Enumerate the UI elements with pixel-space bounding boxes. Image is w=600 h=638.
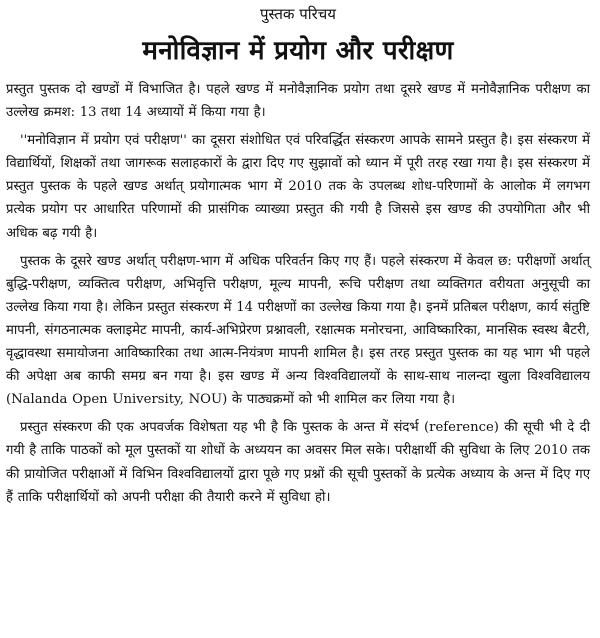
section-label: पुस्तक परिचय [260, 5, 336, 23]
page-title: मनोविज्ञान में प्रयोग और परीक्षण [142, 36, 454, 66]
paragraph-3: पुस्तक के दूसरे खण्ड अर्थात् परीक्षण-भाग में अधिक परिवर्तन किए गए हैं। पहले संस्करण में केवल छ: परीक्षणों अर्थात् बुद्धि-परीक्षण, व्यक्तित्व परीक्षण, अभिवृत्ति परीक्षण, मूल्य मापनी, रूचि परीक्षण तथा व्यक्तिगत वरीयता अनुसूची का उल्लेख किया गया है। लेकिन प्रस्तुत संस्करण में 14 परीक्षणों का उल्लेख किया गया है। इनमें प्रतिबल परीक्षण, कार्य संतुष्टि मापनी, संगठनात्मक क्लाइमेट मापनी, कार्य-अभिप्रेरण प्रश्नावली, रक्षात्मक मनोरचना, आविष्कारिका, मानसिक स्वस्थ बैटरी, वृद्धावस्था समायोजना आविष्कारिका तथा आत्म-नियंत्रण मापनी शामिल है। इस तरह प्रस्तुत पुस्तक का यह भाग भी पहले की अपेक्षा अब काफी समग्र बन गया है। इस खण्ड में अन्य विश्वविद्यालयों के साथ-साथ नालन्दा खुला विश्वविद्यालय (Nalanda Open University, NOU) के पाठ्यक्रमों को भी शामिल कर लिया गया है। [6, 253, 590, 408]
paragraph-4: प्रस्तुत संस्करण की एक अपवर्जक विशेषता यह भी है कि पुस्तक के अन्त में संदर्भ (reference) की सूची भी दे दी गयी है ताकि पाठकों को मूल पुस्तकों या शोधों के अध्ययन का अवसर मिल सके। परीक्षार्थी की सुविधा के लिए 2010 तक की प्रायोजित परीक्षाओं में विभिन विश्वविद्यालयों द्वारा पूछे गए प्रश्नों की सूची पुस्तकों के प्रत्येक अध्याय के अन्त में दिए गए हैं ताकि परीक्षार्थियों को अपनी परीक्षा की तैयारी करने में सुविधा हो। [6, 420, 590, 505]
paragraph-2: ''मनोविज्ञान में प्रयोग एवं परीक्षण'' का दूसरा संशोधित एवं परिवर्द्धित संस्करण आपके सामने प्रस्तुत है। इस संस्करण में विद्यार्थियों, शिक्षकों तथा जागरूक सलाहकारों के द्वारा दिए गए सुझावों को ध्यान में पूरी तरह रखा गया है। इस संस्करण में प्रस्तुत पुस्तक के पहले खण्ड अर्थात् प्रयोगात्मक भाग में 2010 तक के उपलब्ध शोध-परिणामों के आलोक में लगभग प्रत्येक प्रयोग पर आधारित परिणामों की प्रासंगिक व्याख्या प्रस्तुत की गयी है जिससे इस खण्ड की उपयोगिता और भी अधिक बढ़ गयी है। [6, 133, 590, 241]
paragraph-1: प्रस्तुत पुस्तक दो खण्डों में विभाजित है। पहले खण्ड में मनोवैज्ञानिक प्रयोग तथा दूसरे खण्ड में मनोवैज्ञानिक परीक्षण का उल्लेख क्रमश: 13 तथा 14 अध्यायों में किया गया है। [6, 82, 590, 121]
